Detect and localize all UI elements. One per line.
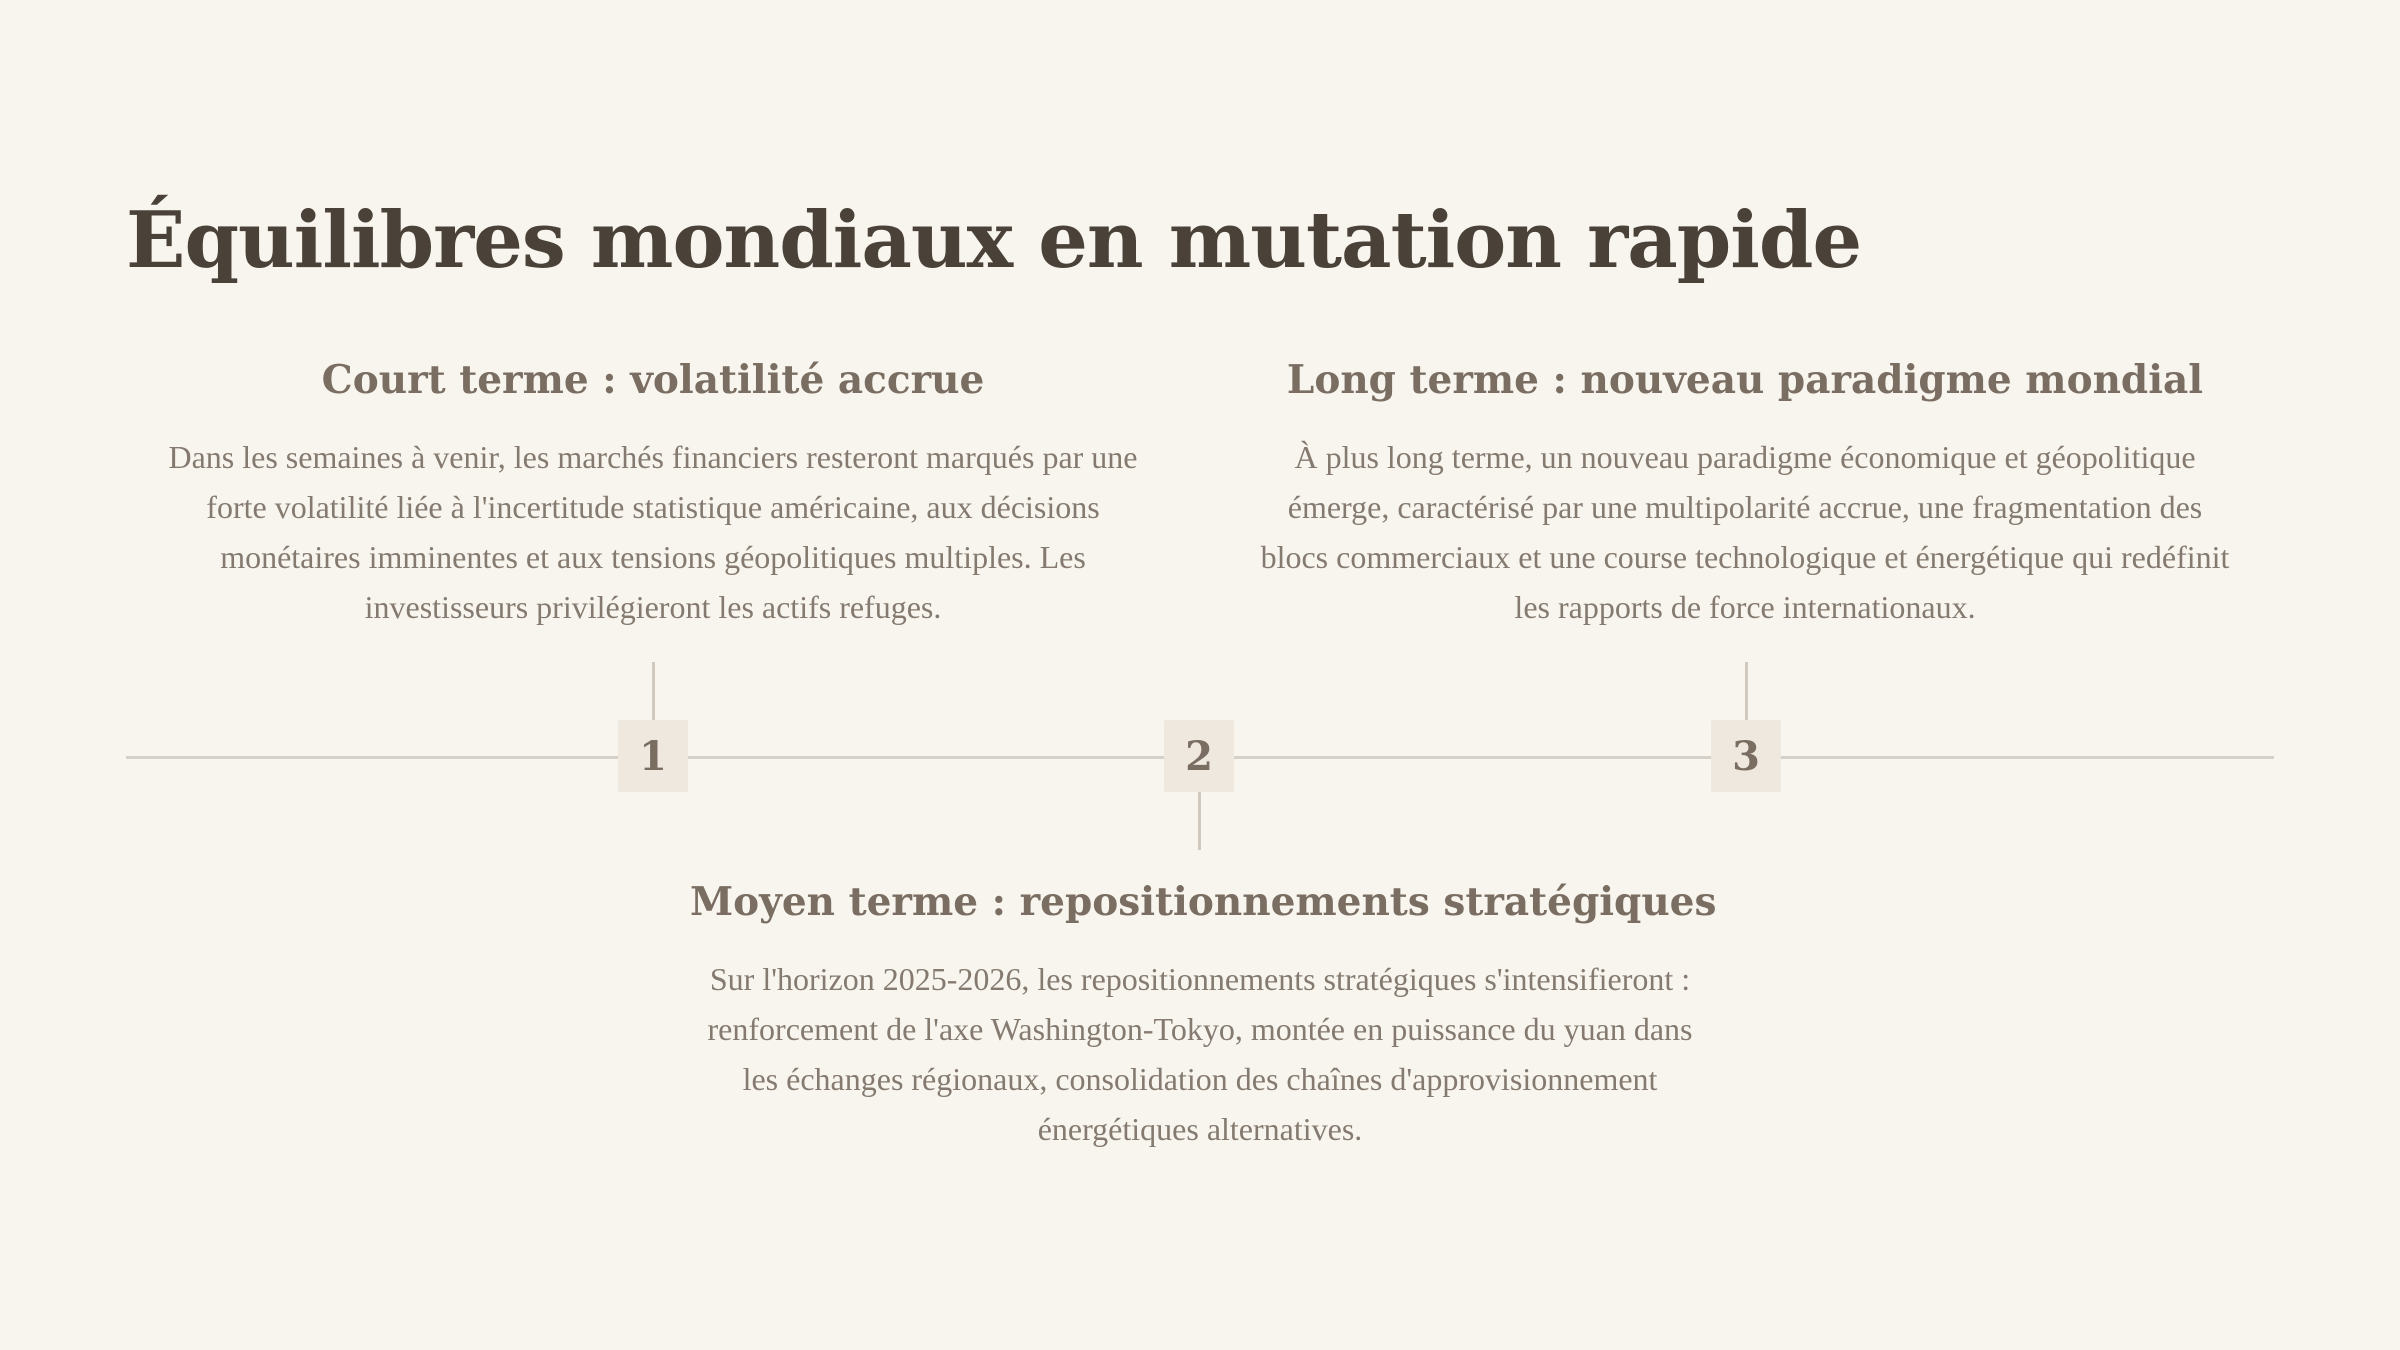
card-heading: Long terme : nouveau paradigme mondial	[1286, 357, 2204, 403]
timeline-connector	[652, 662, 655, 720]
card-text: Sur l'horizon 2025-2026, les repositionnements stratégiques s'intensifieront : renforcement de l'axe Washington-Tokyo, montée en puissance du yuan dans les échanges régionaux, consolidation des chaînes d'approvisionnement énergétiques alternatives.	[707, 961, 1693, 1147]
timeline-connector	[1745, 662, 1748, 720]
card-heading: Court terme : volatilité accrue	[321, 357, 985, 403]
timeline-connector	[1198, 792, 1201, 850]
card-text: Dans les semaines à venir, les marchés financiers resteront marqués par une forte volatilité liée à l'incertitude statistique américaine, aux décisions monétaires imminentes et aux tensions géopolitiques multiples. Les investisseurs privilégieront les actifs refuges.	[168, 439, 1138, 625]
timeline-marker-1: 1	[618, 720, 688, 792]
timeline-card-long-term	[1250, 348, 2240, 632]
timeline-marker-2: 2	[1164, 720, 1234, 792]
card-text: À plus long terme, un nouveau paradigme économique et géopolitique émerge, caractérisé par une multipolarité accrue, une fragmentation des blocs commerciaux et une course technologique et énergétique qui redéfinit les rapports de force internationaux.	[1260, 439, 2230, 625]
timeline-card-short-term	[168, 348, 1138, 632]
timeline-marker-3: 3	[1711, 720, 1781, 792]
slide-title: Équilibres mondiaux en mutation rapide	[126, 195, 1862, 286]
timeline-card-medium-term	[690, 870, 1717, 1154]
card-heading: Moyen terme : repositionnements stratégiques	[690, 879, 1717, 925]
